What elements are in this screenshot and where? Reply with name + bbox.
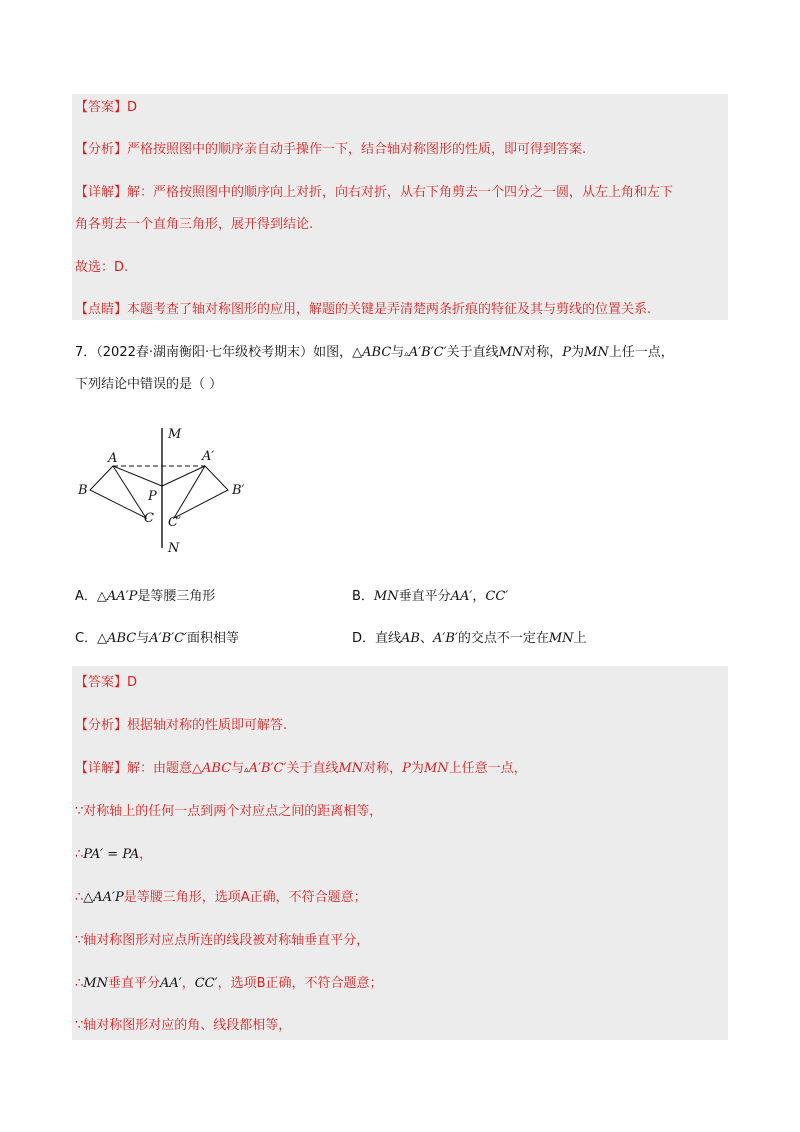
math-abc-prime: A′B′C′ [408,345,447,360]
detail-text: 上任意一点， [448,761,527,776]
math-p: P [402,761,411,776]
option-c[interactable] [75,629,239,649]
comment-text: 本题考查了轴对称图形的应用，解题的关键是弄清楚两条折痕的特征及其与剪线的位置关系. [127,302,652,317]
stem-text: 如图，△ [313,345,363,360]
option-b-sep: ， [472,589,486,604]
comment-tag: 【点睛】 [75,302,128,317]
answer-tag: 【答案】 [75,675,128,690]
because-line-2: ∵轴对称图形对应点所连的线段被对称轴垂直平分， [75,933,370,948]
option-b-label: B． [352,589,374,604]
option-a-label: A． [75,589,97,604]
triangle-abc-prime [174,466,228,518]
detail-text: 解：由题意△ [127,761,203,776]
option-c-math: ABC [107,631,137,646]
triangle-symbol: △ [96,589,107,604]
answer-tag: 【答案】 [75,100,128,115]
stem-text: 对称， [523,345,563,360]
option-b-math: MN [373,589,399,604]
analysis-line-2 [75,716,287,736]
label-a-prime: A′ [202,449,215,464]
stem-text: 为 [571,345,585,360]
triangle-symbol: △ [83,890,94,905]
detail-text: 与 [231,761,245,776]
option-a[interactable] [75,587,215,607]
option-c-text: 与 [136,631,150,646]
math-mn: MN [498,345,524,360]
choose-line: 故选：D. [75,260,129,275]
label-m: M [168,427,182,442]
label-n: N [168,541,180,556]
option-d[interactable] [352,629,587,649]
because-line-1: ∵对称轴上的任何一点到两个对应点之间的距离相等， [75,804,383,819]
detail-tag: 【详解】 [75,185,128,200]
label-a: A [108,451,118,466]
option-d-math: AB [401,631,420,646]
label-p: P [148,489,157,504]
option-b-math: AA′ [450,589,473,604]
option-c-text: 面积相等 [186,631,239,646]
answer-line-2 [75,673,137,693]
math-mn: MN [83,976,108,991]
answer-value: D [127,675,138,690]
therefore-symbol: ∴ [75,847,84,862]
segment-pa [113,466,162,486]
triangle-symbol: ▵ [244,765,249,775]
triangle-symbol: ▵ [404,349,409,359]
math-abc: ABC [202,761,232,776]
question-stem-2: 下列结论中错误的是（ ） [75,377,223,392]
math-mn: MN [584,345,609,360]
question-number: 7． [75,345,97,360]
option-d-text: 的交点不一定在 [457,631,549,646]
symmetry-figure [70,420,270,560]
therefore-line-1 [75,845,152,865]
therefore-line-3 [75,974,383,994]
analysis-text: 根据轴对称的性质即可解答. [127,718,288,733]
analysis-tag: 【分析】 [75,142,128,157]
math-aap: AA′P [93,890,124,905]
option-c-label: C． [75,631,98,646]
comment-line [75,300,651,320]
triangle-symbol: △ [97,631,108,646]
detail-text: ，选项B正确，不符合题意； [217,976,383,991]
option-b-math: CC′ [485,589,509,604]
option-d-label: D． [352,631,376,646]
stem-text: 与 [391,345,405,360]
question-stem [75,343,674,364]
triangle-abc [90,466,146,518]
detail-text: 对称， [363,761,403,776]
detail-line-2: 角各剪去一个直角三角形，展开得到结论. [75,217,314,232]
option-b-text: 垂直平分 [398,589,451,604]
option-a-text: 是等腰三角形 [137,589,216,604]
analysis-tag: 【分析】 [75,718,128,733]
option-a-math: AA′P [106,589,138,604]
label-c: C [144,511,154,526]
stem-text: 上任一点， [608,345,674,360]
math-mn: MN [338,761,364,776]
math-aa-prime: AA′ [159,976,182,991]
detail-text: ， [139,847,153,862]
answer-block-1 [72,94,728,320]
stem-text: 关于直线 [446,345,499,360]
math-p: P [562,345,572,360]
option-d-math: A′B′ [433,631,458,646]
detail-text: 垂直平分 [107,976,160,991]
label-c-prime: C′ [168,515,181,530]
label-b-prime: B′ [232,483,245,498]
math-abc: ABC [362,345,392,360]
math-cc-prime: CC′ [194,976,218,991]
answer-value: D [127,100,138,115]
therefore-symbol: ∴ [75,890,84,905]
therefore-symbol: ∴ [75,976,84,991]
detail-text-1: 解：严格按照图中的顺序向上对折，向右对折，从右下角剪去一个四分之一圆，从左上角和左下 [127,185,674,200]
analysis-text: 严格按照图中的顺序亲自动手操作一下，结合轴对称图形的性质，即可得到答案. [127,142,587,157]
because-line-3: ∵轴对称图形对应的角、线段都相等， [75,1018,292,1033]
equation: PA′ = PA [83,847,140,862]
detail-text: 为 [410,761,424,776]
label-b: B [78,483,88,498]
detail-line-3 [75,759,527,780]
question-source: （2022春·湖南衡阳·七年级校考期末） [96,345,314,360]
therefore-line-2 [75,888,367,908]
detail-tag: 【详解】 [75,761,128,776]
detail-text: 关于直线 [286,761,339,776]
math-abc-prime: A′B′C′ [248,761,287,776]
detail-line-1 [75,183,673,203]
option-d-math: MN [548,631,574,646]
option-d-text: 上 [573,631,587,646]
answer-line [75,98,137,118]
math-mn: MN [423,761,449,776]
analysis-line [75,140,586,160]
option-d-sep: 、 [419,631,433,646]
option-d-text: 直线 [375,631,402,646]
detail-text: ， [181,976,195,991]
option-b[interactable] [352,587,508,607]
detail-text: 是等腰三角形，选项A正确，不符合题意； [123,890,367,905]
option-c-math: A′B′C′ [149,631,187,646]
